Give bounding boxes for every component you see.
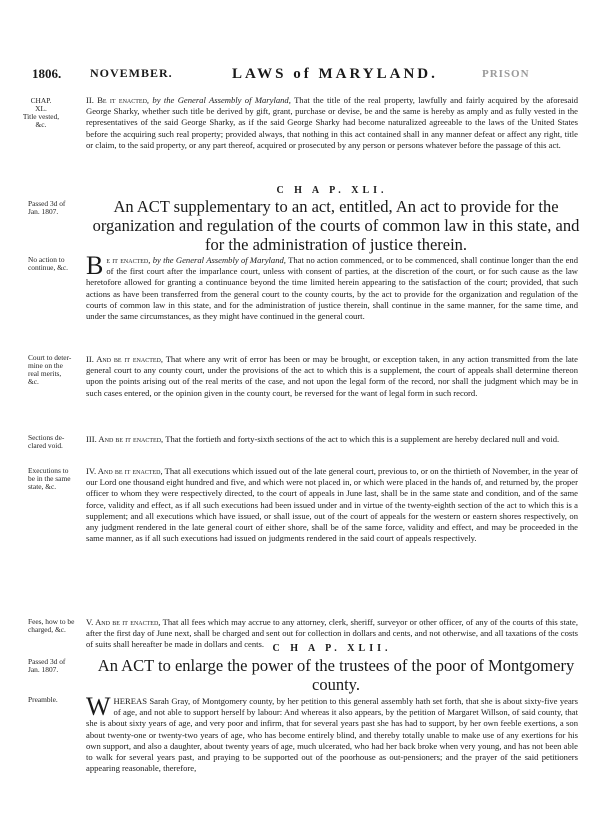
margin-line: &c. xyxy=(28,377,39,386)
section-lead: III. And be it enacted, xyxy=(86,434,164,444)
margin-line: Passed 3d of xyxy=(28,199,66,208)
margin-passed-41 xyxy=(28,200,80,216)
margin-line: &c. xyxy=(35,120,47,129)
margin-line: No action to xyxy=(28,255,65,264)
section-lead: e it enacted, xyxy=(106,255,151,265)
drop-capital: W xyxy=(86,692,111,721)
section-text: That all fees which may accrue to any attorney, clerk, sheriff, surveyor or other officer, of any of the courts of this state, after the first day of June next, shall be charged and sent out for collection in dollars and cents, and not otherwise, and all taxations of the costs of suits shall hereafter be made in dollars and cents. xyxy=(86,617,579,650)
margin-line: continue, &c. xyxy=(28,263,69,272)
section-lead: II. Be it enacted, xyxy=(86,95,150,105)
margin-court-determine xyxy=(28,354,80,386)
margin-line: Passed 3d of xyxy=(28,657,66,666)
margin-line: mine on the xyxy=(28,361,63,370)
margin-executions xyxy=(28,467,80,491)
preamble-text: Sarah Gray, of Montgomery county, by her petition to this general assembly hath set forth, that she is about sixty-five years of age, and not able to support herself by labour: And whereas it also appears, by the petition of Margaret Willson, of said county, that she is about sixty years of age, and very poor and infirm, that for several years past she has had to support, by her own feeble exertions, a son about twenty-one or twenty-two years of age, who has become entirely blind, and thereby totally unable to make use of any exertions for his own support, and also a daughter, about twenty years of age, much ulcerated, who had her back broke when very young, and has not been able to walk for several years past, and praying to be supported out of the poorhouse as out-pensioners; and the prayer of the said petitioners appearing reasonable, therefore, xyxy=(86,696,578,774)
margin-line: Sections de- xyxy=(28,433,65,442)
section-text: That where any writ of error has been or may be brought, or exception taken, in any action transmitted from the late general court to any county court, under the provisions of the act to which this is a supplement, the court of appeals shall determine thereon upon the points arising out of the real merits of the case, and not upon the legal form of the record, nor shall the judgment which may be in such cases entered, or the opinion given in the county court, be reversed for the want of legal form in such record. xyxy=(86,354,578,398)
margin-line: Preamble. xyxy=(28,695,58,704)
header-title: LAWS of MARYLAND. xyxy=(232,66,438,82)
margin-line: state, &c. xyxy=(28,482,57,491)
margin-line: Jan. 1807. xyxy=(28,207,59,216)
margin-line: Jan. 1807. xyxy=(28,665,59,674)
margin-line: Executions to xyxy=(28,466,69,475)
margin-line: Court to deter- xyxy=(28,353,72,362)
margin-line: real merits, xyxy=(28,369,62,378)
chap41-section-1 xyxy=(86,251,578,322)
margin-line: be in the same xyxy=(28,474,71,483)
section-lead: V. And be it enacted, xyxy=(86,617,161,627)
margin-line: XL. xyxy=(35,104,47,113)
section-text: That all executions which issued out of the late general court, previous to, or on the thirtieth of November, in the year of our Lord one thousand eight hundred and five, and which were not placed in, or which were placed in the hands of, and returned by, the proper officer to whom they were respectively directed, to the court of appeals in June last, shall be in the same state and condition, and of the same force, validity and effect, as if all such executions had been issued under and in virtue of the twenty-eighth section of the act to which this is a supplement; and all executions which have issued, or shall issue, out of the court of appeals for the western or eastern shores respectively, on any judgment rendered in the late general court of either shore, shall be of the same force, validity and effect, and may be proceeded in the same manner, as if all such executions had issued on judgments rendered in the said court of appeals respectively. xyxy=(86,466,579,544)
chapter-title-41: An ACT supplementary to an act, entitled, An act to provide for the organization and regulation of the courts of common law in this state, and for the administration of justice therein. xyxy=(92,197,580,254)
section-text: That no action commenced, or to be commenced, shall continue longer than the end of the first court after the imparlance court, unless with consent of parties, at the discretion of the court, or for such cause as the law heretofore allowed for granting a continuance beyond the time limited herein appearing to the satisfaction of the court; provided, that such actions as have been transferred from the general court to the county courts, by the act to provide for the organization and regulation of the courts of common law in this state, and for the administration of justice therein, shall continue in the same manner, for the same time, and under the same circumstances, as they might have continued in the general court. xyxy=(86,255,578,322)
header-bleedthrough: PRISON xyxy=(482,68,530,80)
margin-passed-42 xyxy=(28,658,80,674)
running-header xyxy=(32,66,592,84)
margin-line: Fees, how to be xyxy=(28,617,75,626)
margin-preamble xyxy=(28,696,80,704)
margin-chap-40 xyxy=(10,97,72,129)
chap40-section-2 xyxy=(86,95,578,151)
drop-capital: B xyxy=(86,251,104,280)
section-text: That the fortieth and forty-sixth sections of the act to which this is a supplement are hereby declared null and void. xyxy=(165,434,560,444)
margin-fees xyxy=(28,618,80,634)
chap41-section-4 xyxy=(86,466,578,544)
margin-line: CHAP. xyxy=(30,96,52,105)
chapter-heading-41: C H A P. XLI. xyxy=(276,185,388,196)
section-text: That the title of the real property, lawfully and fairly acquired by the aforesaid George Sharky, whether such title be derived by gift, grant, purchase or devise, be and the same is hereby as amply and as fully vested in the representatives of the said George Sharky, as if the said George Sharky had become naturalized agreeable to the laws of the United States before the acquiring such real property; provided always, that nothing in this act contained shall in any manner defeat or affect any right, title or claim, to the said property, or any part thereof, acquired or prosecuted by any person or persons whatever before the passage of this act. xyxy=(86,95,579,150)
preamble-lead: HEREAS xyxy=(113,696,147,706)
header-year: 1806. xyxy=(32,66,62,81)
margin-line: clared void. xyxy=(28,441,63,450)
margin-line: charged, &c. xyxy=(28,625,66,634)
chapter-heading-42: C H A P. XLII. xyxy=(272,643,392,654)
margin-line: Title vested, xyxy=(22,112,60,121)
section-enactment: by the General Assembly of Maryland, xyxy=(152,255,286,265)
chap41-section-3 xyxy=(86,434,578,445)
chapter-title-42: An ACT to enlarge the power of the trustees of the poor of Montgomery county. xyxy=(97,656,575,694)
chap42-preamble xyxy=(86,692,578,774)
margin-no-action xyxy=(28,256,80,272)
section-enactment: by the General Assembly of Maryland, xyxy=(152,95,291,105)
margin-sections-void xyxy=(28,434,80,450)
section-lead: IV. And be it enacted, xyxy=(86,466,163,476)
header-month: NOVEMBER. xyxy=(90,66,173,80)
chap41-section-2 xyxy=(86,354,578,399)
section-lead: II. And be it enacted, xyxy=(86,354,164,364)
